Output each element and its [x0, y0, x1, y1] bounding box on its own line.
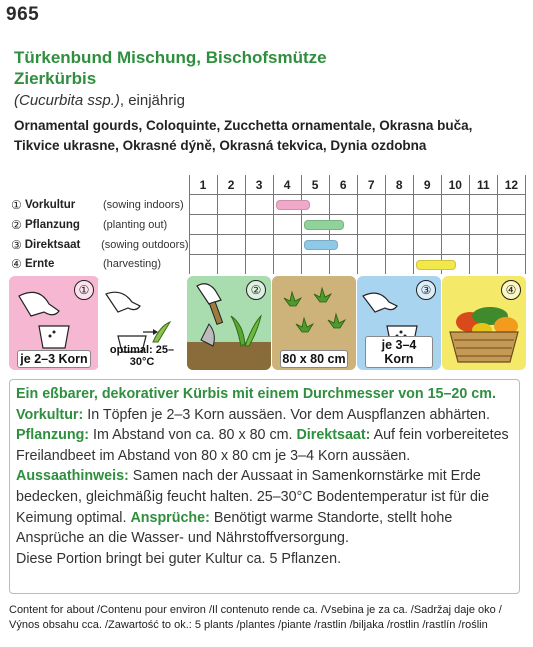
step-circle-1: ①: [74, 280, 94, 300]
month-2: 2: [217, 175, 245, 195]
month-7: 7: [357, 175, 385, 195]
month-8: 8: [385, 175, 413, 195]
row-label-english: (sowing indoors): [103, 198, 184, 211]
calendar-row: [9, 235, 526, 255]
panel-harvest: [442, 276, 526, 370]
calendar-row: [9, 195, 526, 215]
month-9: 9: [413, 175, 441, 195]
calendar-header-row: [9, 175, 526, 195]
plant-spacing-illustration: [272, 276, 356, 346]
panel-spacing: [272, 276, 356, 370]
panel-planting-out: [187, 276, 271, 370]
description-box: [9, 379, 520, 594]
latin-name-species: (Cucurbita ssp.): [14, 92, 120, 109]
panel-label-spacing: 80 x 80 cm: [280, 350, 348, 368]
step-number: ④: [11, 257, 22, 272]
month-11: 11: [469, 175, 497, 195]
step-number: ②: [11, 217, 22, 232]
latin-name-suffix: , einjährig: [119, 92, 185, 109]
vorkultur-bar-cell: [273, 195, 301, 215]
calendar-row: [9, 215, 526, 235]
product-number: 965: [6, 4, 40, 25]
month-3: 3: [245, 175, 273, 195]
panel-germination: [98, 276, 186, 370]
text-portion: Diese Portion bringt bei guter Kultur ca. 5 Pflanzen.: [16, 550, 342, 567]
label-pflanzung: Pflanzung:: [16, 427, 90, 444]
month-1: 1: [189, 175, 217, 195]
other-names-line-2: Tikvice ukrasne, Okrasné dýně, Okrasná tekvica, Dynia ozdobna: [14, 138, 427, 153]
direktsaat-bar-cell: [301, 235, 329, 255]
month-12: 12: [497, 175, 525, 195]
row-label-english: (planting out): [103, 218, 168, 231]
calendar-period-bar: [416, 260, 456, 270]
label-direktsaat: Direktsaat:: [296, 427, 371, 444]
step-number: ①: [11, 197, 22, 212]
panel-sowing-indoors: [9, 276, 99, 370]
calendar-period-bar: [276, 200, 311, 210]
row-label-english: (sowing outdoors): [101, 238, 189, 251]
row-label-pflanzung: Pflanzung: [25, 218, 80, 231]
label-vorkultur: Vorkultur:: [16, 406, 84, 423]
step-circle-2: ②: [246, 280, 266, 300]
content-footer: [9, 603, 502, 633]
row-label-english: (harvesting): [103, 258, 162, 271]
label-ansprueche: Ansprüche:: [130, 509, 210, 526]
row-label-ernte: Ernte: [25, 258, 55, 271]
label-aussaathinweis: Aussaathinweis:: [16, 468, 129, 485]
text-ansprueche: Benötigt warme Standorte, stellt hohe Ansprüche an die Wasser- und Nährstoffversorgung.: [16, 509, 453, 547]
step-circle-4: ④: [501, 280, 521, 300]
title-line-1: Türkenbund Mischung, Bischofsmütze: [14, 48, 327, 67]
text-vorkultur: In Töpfen je 2–3 Korn aussäen. Vor dem Auspflanzen abhärten.: [83, 406, 490, 423]
footer-line-2: Výnos obsahu cca. /Zawartość to ok.: 5 plants /plantes /piante /rastlin /biljaka /rostlin /rastlín /roślin: [9, 619, 488, 631]
row-label-vorkultur: Vorkultur: [25, 198, 76, 211]
calendar-period-bar: [304, 220, 344, 230]
calendar-corner: [9, 175, 189, 195]
title-line-2: Zierkürbis: [14, 69, 97, 88]
panel-direct-sowing: [357, 276, 441, 370]
panel-label-seeds-per-pot: je 2–3 Korn: [17, 350, 91, 368]
step-circle-3: ③: [416, 280, 436, 300]
calendar-period-bar: [304, 240, 339, 250]
latin-name: [14, 92, 185, 109]
sowing-calendar: [9, 175, 526, 271]
month-4: 4: [273, 175, 301, 195]
text-direktsaat: Auf fein vorbereitetes Freilandbeet im Abstand von 80 x 80 cm je 3–4 Korn aussäen.: [16, 427, 509, 464]
footer-line-1: Content for about /Contenu pour environ /Il contenuto rende ca. /Vsebina je za ca. /Sadržaj daje oko /: [9, 604, 502, 616]
month-6: 6: [329, 175, 357, 195]
panel-label-seeds-direct: je 3–4 Korn: [365, 336, 433, 368]
description-headline: Ein eßbarer, dekorativer Kürbis mit einem Durchmesser von 15–20 cm.: [16, 386, 496, 402]
month-5: 5: [301, 175, 329, 195]
text-pflanzung: Im Abstand von ca. 80 x 80 cm.: [89, 427, 297, 444]
panel-label-temperature: optimal: 25–30°C: [109, 344, 175, 368]
text-aussaathinweis: Samen nach der Aussaat in Samenkornstärke mit Erde bedecken, gleichmäßig feucht halten. 25–30°C Bodentemperatur ist für die Keimung optimal.: [16, 468, 490, 526]
ernte-bar-cell: [413, 255, 441, 275]
calendar-row: [9, 255, 526, 275]
row-label-direktsaat: Direktsaat: [24, 238, 81, 251]
month-10: 10: [441, 175, 469, 195]
step-number: ③: [11, 237, 22, 252]
pflanzung-bar-cell: [301, 215, 329, 235]
other-names-line-1: Ornamental gourds, Coloquinte, Zucchetta ornamentale, Okrasna buča,: [14, 118, 473, 133]
